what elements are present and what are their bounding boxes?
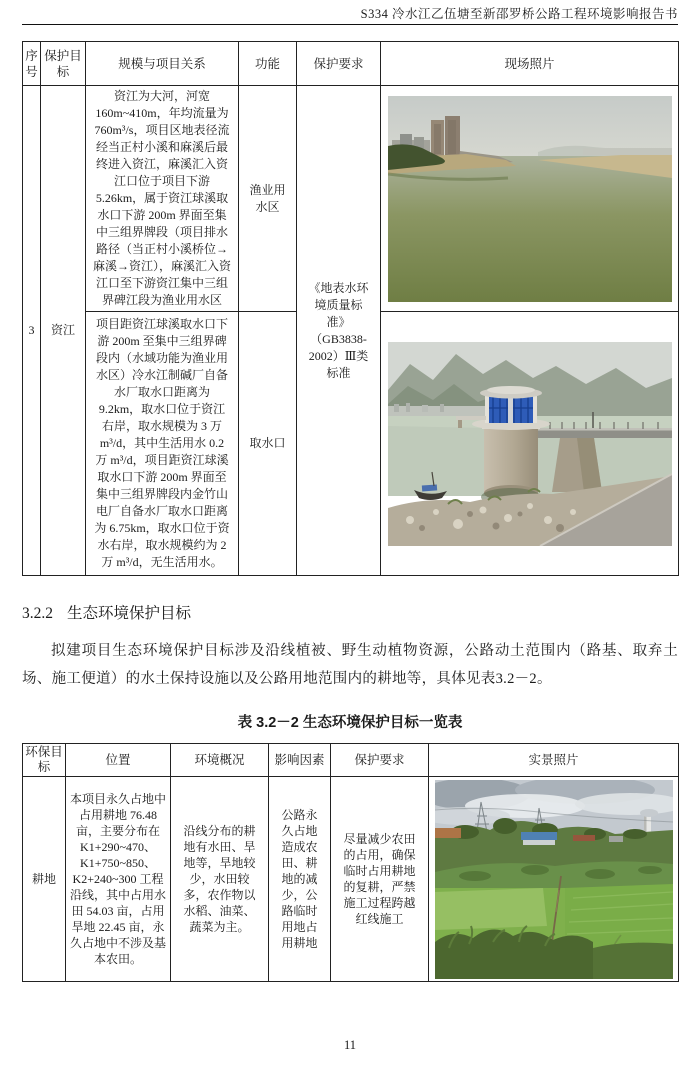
table2-header-environment: 环境概况 [171, 744, 269, 777]
table2-header-target: 环保目标 [23, 744, 66, 777]
intake-photo-cell [381, 312, 679, 576]
header-rule [22, 24, 678, 25]
page-number: 11 [343, 1038, 357, 1052]
table2-header-requirement: 保护要求 [331, 744, 429, 777]
farmland-photo [435, 780, 673, 979]
section-title: 生态环境保护目标 [67, 605, 192, 622]
document-header [22, 0, 678, 22]
protection-requirement: 《地表水环境质量标准》（GB3838-2002）Ⅲ类标准 [297, 86, 381, 576]
table2-row-farmland [23, 777, 679, 982]
table2-header-impact: 影响因素 [269, 744, 331, 777]
table1-header-target: 保护目标 [41, 42, 86, 86]
table1-header-index: 序号 [23, 42, 41, 86]
table1-row-fishery [23, 86, 679, 312]
table2-header-row [23, 744, 679, 777]
function-fishery: 渔业用水区 [239, 86, 297, 312]
river-photo [388, 96, 672, 302]
header-title: S334 冷水江乙伍塘至新邵罗桥公路工程环境影响报告书 [360, 7, 678, 21]
eco-target: 耕地 [23, 777, 66, 982]
intake-tower-photo [388, 342, 672, 546]
table1-header-scale: 规模与项目关系 [86, 42, 239, 86]
river-photo-cell [381, 86, 679, 312]
protection-target: 资江 [41, 86, 86, 576]
farmland-photo-cell [429, 777, 679, 982]
table2-header-photo: 实景照片 [429, 744, 679, 777]
eco-location: 本项目永久占地中占用耕地 76.48 亩，主要分布在 K1+290~470、K1+750~850、K2+240~300 工程沿线，其中占用水田 54.03 亩，占用旱地 22.45 亩，永久占地中不涉及基本农田。 [66, 777, 171, 982]
surface-water-protection-table [22, 41, 679, 576]
scale-description-fishery: 资江为大河，河宽160m~410m，年均流量为 760m³/s，项目区地表径流经当正村小溪和麻溪后最终进入资江，麻溪汇入资江口位于项目下游 5.26km，属于资江球溪取水口下游 200m 界面至集中三组界牌段（项目排水路径（当正村小溪桥位→麻溪→资江），麻溪汇入资江口至下游资江集中三组界碑江段为渔业用水区 [86, 86, 239, 312]
table1-header-photo: 现场照片 [381, 42, 679, 86]
eco-requirement: 尽量减少农田的占用，确保临时占用耕地的复耕，严禁施工过程跨越红线施工 [331, 777, 429, 982]
eco-protection-table [22, 743, 679, 982]
table1-header-function: 功能 [239, 42, 297, 86]
row-index: 3 [23, 86, 41, 576]
eco-environment: 沿线分布的耕地有水田、旱地等，旱地较少，水田较多，农作物以水稻、油菜、蔬菜为主。 [171, 777, 269, 982]
eco-impact: 公路永久占地造成农田、耕地的减少，公路临时用地占用耕地 [269, 777, 331, 982]
section-heading [22, 604, 678, 624]
table2-title: 表 3.2－2 生态环境保护目标一览表 [237, 715, 463, 731]
table1-header-row [23, 42, 679, 86]
function-intake: 取水口 [239, 312, 297, 576]
table2-header-location: 位置 [66, 744, 171, 777]
section-paragraph: 拟建项目生态环境保护目标涉及沿线植被、野生动植物资源，公路动土范围内（路基、取弃土场、施工便道）的水土保持设施以及公路用地范围内的耕地等，具体见表3.2－2。 [22, 643, 678, 687]
table1-header-requirement: 保护要求 [297, 42, 381, 86]
scale-description-intake: 项目距资江球溪取水口下游 200m 至集中三组界碑段内（水域功能为渔业用水区）冷水江制碱厂自备水厂取水口距离为 9.2km，取水口位于资江右岸，取水规模为 3 万 m³/d，其中生活用水 0.2 万 m³/d，项目距资江球溪取水口下游 200m 界面至集中三组界牌段内金竹山电厂自备水厂取水口距离为 6.75km，取水口位于资水右岸，取水规模约为 2 万 m³/d，无生活用水。 [86, 312, 239, 576]
section-number: 3.2.2 [22, 605, 53, 622]
